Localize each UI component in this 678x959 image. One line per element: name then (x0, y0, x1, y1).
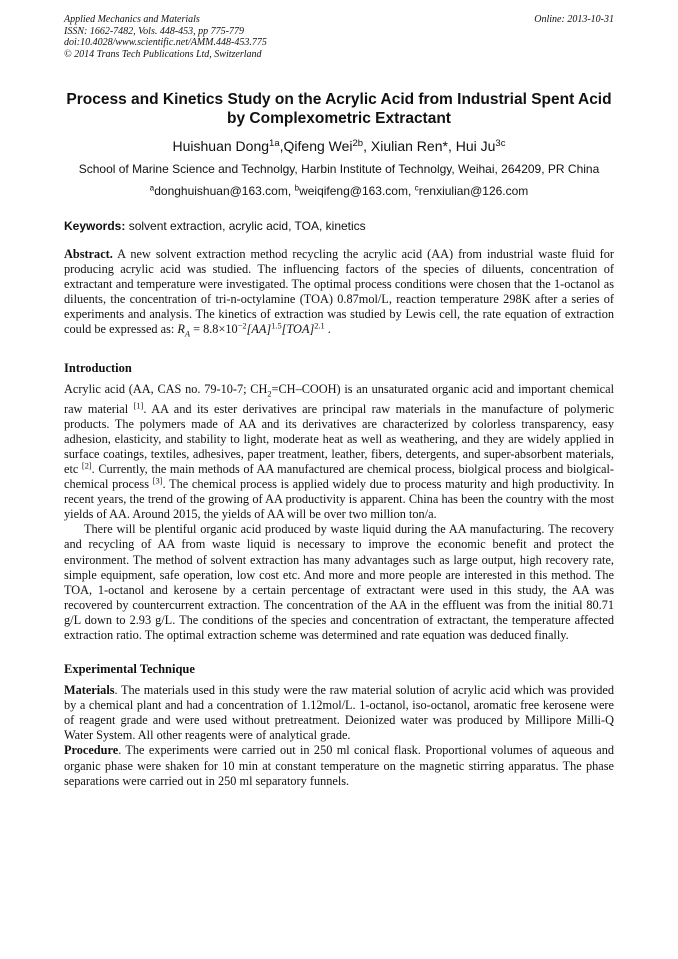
journal-name: Applied Mechanics and Materials (64, 14, 200, 25)
email-address[interactable]: renxiulian@126.com (418, 184, 529, 198)
author-sep: , (363, 138, 371, 154)
eq-end: . (324, 322, 331, 337)
procedure-label: Procedure (64, 743, 119, 758)
abstract (64, 247, 614, 342)
abstract-label: Abstract. (64, 247, 113, 261)
section-heading-experimental: Experimental Technique (64, 662, 195, 677)
journal-header (64, 14, 614, 60)
subscript: 2 (267, 389, 272, 399)
email-sup: b (294, 183, 300, 193)
author-sup: 1a (269, 137, 280, 149)
author-sep: , (279, 138, 284, 154)
email-sep: , (407, 184, 415, 198)
author-sup: 3c (495, 137, 506, 149)
author-sup: 2b (352, 137, 364, 149)
eq-exp: −2 (237, 321, 247, 331)
author-name: Qifeng Wei (283, 138, 353, 154)
email-address[interactable]: weiqifeng@163.com (299, 184, 408, 198)
citation[interactable]: [2] (81, 461, 92, 471)
procedure-paragraph (64, 743, 614, 788)
section-heading-introduction: Introduction (64, 361, 132, 376)
eq-rate-sub: A (184, 329, 190, 339)
intro-paragraph-2: There will be plentiful organic acid produced by waste liquid during the AA manufacturing. The recovery and recycling of AA from waste liquid is necessary to improve the economic benefit and protect the environment. The method of solvent extraction has many advantages such as large output, high recovery rate, simple equipment, safe operation, low cost etc. And more and more people are interested in this method. The TOA, 1-octanol and kerosene by a certain percentage of extractant were used in this study, the AA was recovered by countercurrent extraction. The concentration of the AA in the effluent was from the initial 80.71 g/L down to 2.93 g/L. The conditions of the species and concentration of extractant, the temperature affected extraction ratio. The optimal extraction scheme was determined and rate equation was deduced finally. (64, 522, 614, 642)
introduction-body (64, 382, 614, 643)
text-run: . Currently, the main methods of AA manufactured are chemical process, biolgical process and biolgical-chemical process (64, 461, 614, 492)
text-run: . AA and its ester derivatives are principal raw materials in the manufacture of polymeric products. The polymers made of AA and its derivatives are characterized by colorless transparency, easy adhesion, elasticity, and stability to light, moderate heat as well as weathering, and they are widely applied in surface coatings, textiles, adhesives, paper treatment, leather, fibers, detergents, and super-absorbent materials, etc (64, 401, 615, 476)
author-sep: , (447, 138, 456, 154)
text-run: Acrylic acid (AA, CAS no. 79-10-7; CH (64, 382, 268, 397)
eq-coefficient: = 8.8×10 (190, 322, 238, 337)
paper-page (64, 14, 614, 789)
eq-exp: 1.5 (271, 321, 282, 331)
eq-aa: [AA] (246, 322, 272, 337)
keywords-text: solvent extraction, acrylic acid, TOA, kinetics (125, 219, 366, 233)
email-sup: c (414, 183, 419, 193)
eq-toa: [TOA] (281, 322, 315, 337)
abstract-text: A new solvent extraction method recycling the acrylic acid (AA) from industrial waste fluid for producing acrylic acid was studied. The influencing factors of the species of diluents, concentration of extractant and temperature were investigated. The optimal process conditions were chosen that the 1-octanol as diluents, the concentration of tri-n-octylamine (TOA) 0.87mol/L, reaction temperature 298K after a series of experiments and analysis. The kinetics of extraction was studied by Lewis cell, the rate equation of extraction could be expressed as: (64, 247, 614, 337)
materials-label: Materials (64, 683, 115, 698)
intro-paragraph-1 (64, 382, 614, 522)
keywords-label: Keywords: (64, 219, 126, 233)
citation[interactable]: [1] (133, 400, 144, 410)
email-sup: a (149, 183, 155, 193)
affiliation: School of Marine Science and Technolgy, Harbin Institute of Technolgy, Weihai, 264209, PR China (78, 162, 600, 176)
eq-exp: 2.1 (314, 321, 325, 331)
text-run: =CH–COOH) is an unsaturated organic acid and important chemical raw material (64, 382, 615, 416)
paper-title: Process and Kinetics Study on the Acrylic Acid from Industrial Spent Acid by Complexometric Extractant (66, 91, 612, 127)
email-list (64, 184, 614, 199)
materials-paragraph (64, 683, 614, 743)
author-name: Huishuan Dong (172, 138, 270, 154)
eq-rate-symbol: R (177, 322, 185, 337)
copyright-line: © 2014 Trans Tech Publications Ltd, Switzerland (64, 48, 262, 60)
citation[interactable]: [3] (152, 476, 163, 486)
doi-line: doi:10.4028/www.scientific.net/AMM.448-453.775 (64, 37, 267, 48)
issn-line: ISSN: 1662-7482, Vols. 448-453, pp 775-779 (64, 25, 244, 37)
author-name: Hui Ju (455, 138, 496, 154)
text-run: . The chemical process is applied widely due to process maturity and high productivity. In recent years, the trend of the growing of AA productivity is apparent. China has been the country with the most yields of AA. Around 2015, the yields of AA will be over two million ton/a. (64, 477, 614, 522)
email-sep: , (287, 184, 295, 198)
author-name: Xiulian Ren* (370, 138, 448, 154)
email-address[interactable]: donghuishuan@163.com (154, 184, 288, 198)
procedure-text: . The experiments were carried out in 250 ml conical flask. Proportional volumes of aqueous and organic phase were shaken for 10 min at constant temperature on the magnetic stirring apparatus. The phase separations were carried out in 250 ml separatory funnels. (64, 743, 614, 788)
keywords (64, 219, 614, 234)
online-date: Online: 2013-10-31 (534, 14, 614, 25)
materials-text: . The materials used in this study were the raw material solution of acrylic acid which was provided by a chemical plant and had a concentration of 1.12mol/L. 1-octanol, iso-octanol, aromatic free kerosene were of reagent grade and were used without pretreatment. Deionized water was produced by Millipore Milli-Q Water System. All other reagents were of analytical grade. (64, 683, 614, 743)
rate-equation (177, 321, 331, 339)
experimental-body (64, 683, 614, 789)
author-list (64, 137, 614, 155)
